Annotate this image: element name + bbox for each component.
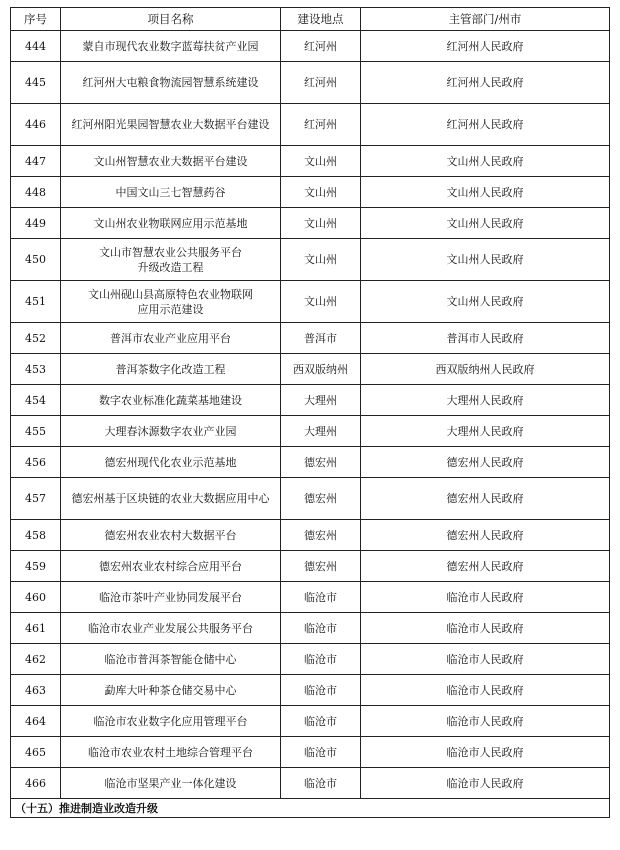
row-location: 临沧市 bbox=[281, 613, 361, 644]
table-row bbox=[11, 520, 610, 551]
row-no: 445 bbox=[11, 62, 61, 104]
table-row bbox=[11, 177, 610, 208]
row-department: 文山州人民政府 bbox=[361, 146, 610, 177]
header-location: 建设地点 bbox=[281, 8, 361, 31]
table-row bbox=[11, 385, 610, 416]
row-department: 文山州人民政府 bbox=[361, 281, 610, 323]
row-project-name bbox=[61, 520, 281, 551]
project-name-line: 蒙自市现代农业数字蓝莓扶贫产业园 bbox=[82, 39, 259, 53]
project-name-line: 中国文山三七智慧药谷 bbox=[115, 185, 226, 199]
row-no: 455 bbox=[11, 416, 61, 447]
row-location: 文山州 bbox=[281, 281, 361, 323]
table-row bbox=[11, 582, 610, 613]
row-location: 大理州 bbox=[281, 385, 361, 416]
row-location: 红河州 bbox=[281, 62, 361, 104]
row-department: 红河州人民政府 bbox=[361, 62, 610, 104]
row-location: 西双版纳州 bbox=[281, 354, 361, 385]
project-name-line: 临沧市普洱茶智能仓储中心 bbox=[104, 652, 237, 666]
row-project-name bbox=[61, 768, 281, 799]
row-department: 德宏州人民政府 bbox=[361, 447, 610, 478]
project-name-line: 德宏州农业农村大数据平台 bbox=[104, 528, 237, 542]
header-no: 序号 bbox=[11, 8, 61, 31]
project-name-line: 数字农业标准化蔬菜基地建设 bbox=[99, 393, 242, 407]
row-department: 德宏州人民政府 bbox=[361, 478, 610, 520]
table-row bbox=[11, 104, 610, 146]
project-name-line: 临沧市农业产业发展公共服务平台 bbox=[88, 621, 253, 635]
project-name-line: 普洱市农业产业应用平台 bbox=[110, 331, 231, 345]
row-no: 447 bbox=[11, 146, 61, 177]
row-no: 456 bbox=[11, 447, 61, 478]
section-title: （十五）推进制造业改造升级 bbox=[11, 799, 610, 818]
header-project-name: 项目名称 bbox=[61, 8, 281, 31]
row-project-name bbox=[61, 706, 281, 737]
project-name-line: 德宏州农业农村综合应用平台 bbox=[99, 559, 242, 573]
row-no: 449 bbox=[11, 208, 61, 239]
table-row bbox=[11, 239, 610, 281]
row-location: 临沧市 bbox=[281, 706, 361, 737]
row-department: 临沧市人民政府 bbox=[361, 768, 610, 799]
project-table bbox=[10, 7, 610, 818]
row-department: 大理州人民政府 bbox=[361, 385, 610, 416]
row-project-name bbox=[61, 582, 281, 613]
row-location: 德宏州 bbox=[281, 551, 361, 582]
row-department: 德宏州人民政府 bbox=[361, 520, 610, 551]
project-name-line: 升级改造工程 bbox=[137, 260, 204, 274]
row-no: 452 bbox=[11, 323, 61, 354]
header-department: 主管部门/州市 bbox=[361, 8, 610, 31]
row-location: 德宏州 bbox=[281, 447, 361, 478]
row-location: 文山州 bbox=[281, 146, 361, 177]
row-department: 临沧市人民政府 bbox=[361, 675, 610, 706]
project-name-line: 临沧市农业农村土地综合管理平台 bbox=[88, 745, 253, 759]
row-no: 464 bbox=[11, 706, 61, 737]
project-name-line: 临沧市坚果产业一体化建设 bbox=[104, 776, 237, 790]
project-name-line: 红河州大屯粮食物流园智慧系统建设 bbox=[82, 76, 259, 89]
row-project-name bbox=[61, 447, 281, 478]
project-name-line: 文山州智慧农业大数据平台建设 bbox=[93, 154, 248, 168]
row-project-name bbox=[61, 281, 281, 323]
project-name-line: 红河州阳光果园智慧农业大数据平台建设 bbox=[71, 118, 270, 131]
project-name-line: 应用示范建设 bbox=[137, 302, 204, 316]
row-no: 462 bbox=[11, 644, 61, 675]
row-project-name bbox=[61, 416, 281, 447]
row-department: 临沧市人民政府 bbox=[361, 706, 610, 737]
row-location: 文山州 bbox=[281, 208, 361, 239]
row-location: 大理州 bbox=[281, 416, 361, 447]
table-header-row bbox=[11, 8, 610, 31]
row-no: 454 bbox=[11, 385, 61, 416]
row-no: 444 bbox=[11, 31, 61, 62]
row-project-name bbox=[61, 31, 281, 62]
row-project-name bbox=[61, 62, 281, 104]
row-department: 文山州人民政府 bbox=[361, 239, 610, 281]
project-name-line: 普洱茶数字化改造工程 bbox=[115, 362, 226, 376]
row-department: 红河州人民政府 bbox=[361, 31, 610, 62]
project-name-line: 文山州农业物联网应用示范基地 bbox=[93, 216, 248, 230]
table-row bbox=[11, 768, 610, 799]
row-location: 临沧市 bbox=[281, 768, 361, 799]
table-row bbox=[11, 675, 610, 706]
table-row bbox=[11, 478, 610, 520]
row-project-name bbox=[61, 385, 281, 416]
table-row bbox=[11, 354, 610, 385]
table-row bbox=[11, 146, 610, 177]
row-department: 临沧市人民政府 bbox=[361, 644, 610, 675]
row-no: 450 bbox=[11, 239, 61, 281]
row-department: 西双版纳州人民政府 bbox=[361, 354, 610, 385]
row-location: 德宏州 bbox=[281, 478, 361, 520]
row-project-name bbox=[61, 551, 281, 582]
table-row bbox=[11, 416, 610, 447]
project-name-line: 文山州砚山县高原特色农业物联网 bbox=[88, 287, 253, 301]
row-project-name bbox=[61, 675, 281, 706]
row-no: 453 bbox=[11, 354, 61, 385]
row-no: 451 bbox=[11, 281, 61, 323]
row-project-name bbox=[61, 354, 281, 385]
row-location: 临沧市 bbox=[281, 582, 361, 613]
row-project-name bbox=[61, 177, 281, 208]
row-project-name bbox=[61, 208, 281, 239]
row-no: 465 bbox=[11, 737, 61, 768]
row-project-name bbox=[61, 239, 281, 281]
table-row bbox=[11, 551, 610, 582]
row-project-name bbox=[61, 146, 281, 177]
row-department: 文山州人民政府 bbox=[361, 208, 610, 239]
row-no: 461 bbox=[11, 613, 61, 644]
row-location: 临沧市 bbox=[281, 644, 361, 675]
table-row bbox=[11, 613, 610, 644]
project-name-line: 德宏州基于区块链的农业大数据应用中心 bbox=[71, 492, 270, 505]
table-row bbox=[11, 208, 610, 239]
table-row bbox=[11, 447, 610, 478]
row-department: 临沧市人民政府 bbox=[361, 613, 610, 644]
row-location: 临沧市 bbox=[281, 675, 361, 706]
row-project-name bbox=[61, 104, 281, 146]
row-location: 临沧市 bbox=[281, 737, 361, 768]
row-location: 文山州 bbox=[281, 239, 361, 281]
row-no: 460 bbox=[11, 582, 61, 613]
row-no: 463 bbox=[11, 675, 61, 706]
table-row bbox=[11, 31, 610, 62]
row-location: 文山州 bbox=[281, 177, 361, 208]
row-no: 448 bbox=[11, 177, 61, 208]
row-location: 红河州 bbox=[281, 31, 361, 62]
row-project-name bbox=[61, 644, 281, 675]
section-row bbox=[11, 799, 610, 818]
row-no: 457 bbox=[11, 478, 61, 520]
row-department: 德宏州人民政府 bbox=[361, 551, 610, 582]
row-department: 文山州人民政府 bbox=[361, 177, 610, 208]
row-location: 红河州 bbox=[281, 104, 361, 146]
table-row bbox=[11, 323, 610, 354]
row-department: 普洱市人民政府 bbox=[361, 323, 610, 354]
row-no: 446 bbox=[11, 104, 61, 146]
table-row bbox=[11, 62, 610, 104]
project-name-line: 勐库大叶种茶仓储交易中心 bbox=[104, 683, 237, 697]
project-name-line: 临沧市茶叶产业协同发展平台 bbox=[99, 590, 242, 604]
project-name-line: 临沧市农业数字化应用管理平台 bbox=[93, 714, 248, 728]
row-no: 459 bbox=[11, 551, 61, 582]
row-no: 466 bbox=[11, 768, 61, 799]
table-row bbox=[11, 644, 610, 675]
project-name-line: 文山市智慧农业公共服务平台 bbox=[99, 245, 242, 259]
project-name-line: 大理春沐源数字农业产业园 bbox=[104, 424, 237, 438]
table-row bbox=[11, 737, 610, 768]
row-department: 临沧市人民政府 bbox=[361, 582, 610, 613]
table-body bbox=[11, 31, 610, 799]
row-project-name bbox=[61, 613, 281, 644]
row-location: 普洱市 bbox=[281, 323, 361, 354]
row-project-name bbox=[61, 323, 281, 354]
table-row bbox=[11, 706, 610, 737]
row-project-name bbox=[61, 478, 281, 520]
row-department: 大理州人民政府 bbox=[361, 416, 610, 447]
row-project-name bbox=[61, 737, 281, 768]
row-no: 458 bbox=[11, 520, 61, 551]
row-department: 红河州人民政府 bbox=[361, 104, 610, 146]
row-department: 临沧市人民政府 bbox=[361, 737, 610, 768]
table-row bbox=[11, 281, 610, 323]
row-location: 德宏州 bbox=[281, 520, 361, 551]
project-name-line: 德宏州现代化农业示范基地 bbox=[104, 455, 237, 469]
